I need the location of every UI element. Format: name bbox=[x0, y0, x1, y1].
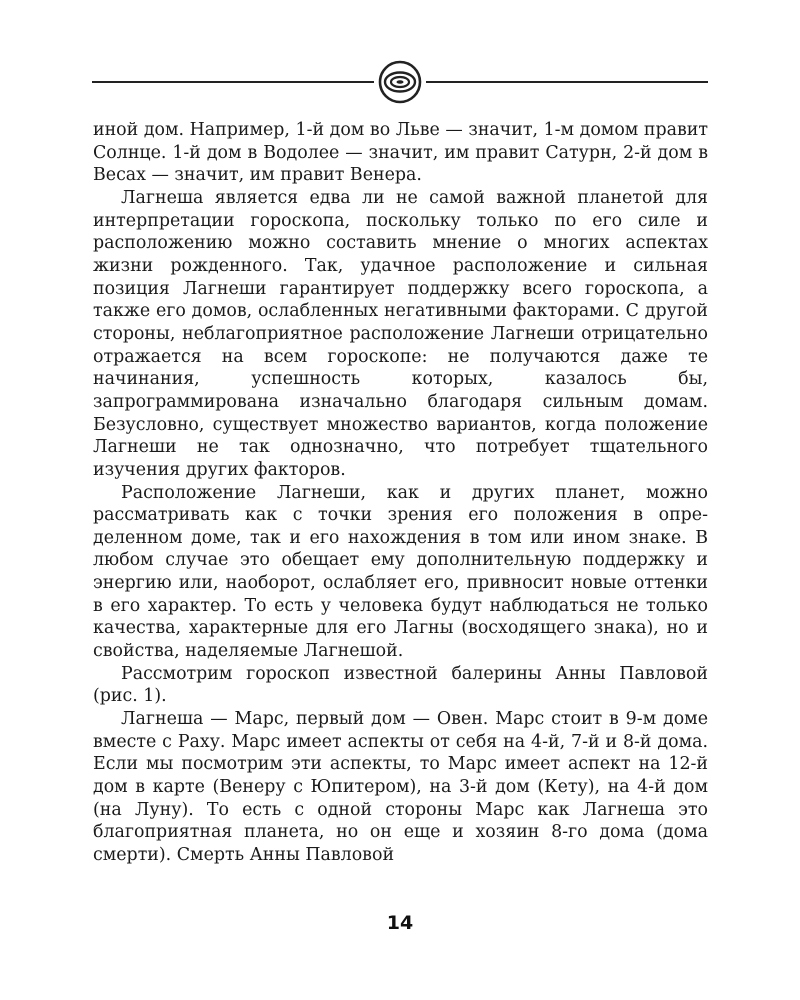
paragraph: Расположение Лагнеши, как и других планет, можно рассматривать как с точки зрения его положения в определенном доме, так и его нахождения в том или ином знаке. В любом случае это обещает ему дополнительную поддержку и энергию или, наоборот, ослабляет его, привносит новые оттенки в его характер. То есть у человека будут наблюдаться не только качества, характерные для его Лагны (восходящего знака), но и свойства, наделяемые Лагнешой. bbox=[93, 482, 708, 662]
paragraph: Лагнеша — Марс, первый дом — Овен. Марс стоит в 9-м доме вместе с Раху. Марс имеет аспекты от себя на 4-й, 7-й и 8-й дома. Если мы посмотрим эти аспекты, то Марс имеет аспект на 12-й дом в карте (Венеру с Юпитером), на 3-й дом (Кету), на 4-й дом (на Луну). То есть с одной стороны Марс как Лагнеша это благоприятная планета, но он еще и хозяин 8-го дома (дома смерти). Смерть Анны Павловой bbox=[93, 709, 708, 865]
header-rule-left bbox=[92, 81, 374, 83]
header-rule-right bbox=[426, 81, 708, 83]
concentric-ellipse-ornament-icon bbox=[378, 60, 422, 104]
body-text bbox=[93, 119, 708, 867]
paragraph: иной дом. Например, 1-й дом во Льве — значит, 1-м домом правит Солнце. 1-й дом в Водолее — значит, им правит Сатурн, 2-й дом в Весах — значит, им правит Венера. bbox=[93, 120, 708, 186]
paragraph: Рассмотрим гороскоп известной балерины Анны Павловой (рис. 1). bbox=[93, 663, 708, 707]
header-ornament bbox=[92, 60, 708, 104]
page-number: 14 bbox=[386, 912, 414, 934]
paragraph: Лагнеша является едва ли не самой важной планетой для интерпретации гороскопа, поскольку только по его силе и расположению можно составить мнение о многих аспектах жизни рожденного. Так, удачное расположение и сильная позиция Лагнеши гарантирует поддержку всего гороскопа, а также его домов, ослабленных негативными факторами. С другой стороны, неблагоприятное расположение Лагнеши отрицательно отражается на всем гороскопе: не получаются даже те начинания, успешность которых, казалось бы, запрограммирована изначально благодаря сильным домам. Безусловно, существует множество вариантов, когда положение Лагнеши не так однозначно, что потребует тщательного изучения других факторов. bbox=[93, 187, 708, 480]
